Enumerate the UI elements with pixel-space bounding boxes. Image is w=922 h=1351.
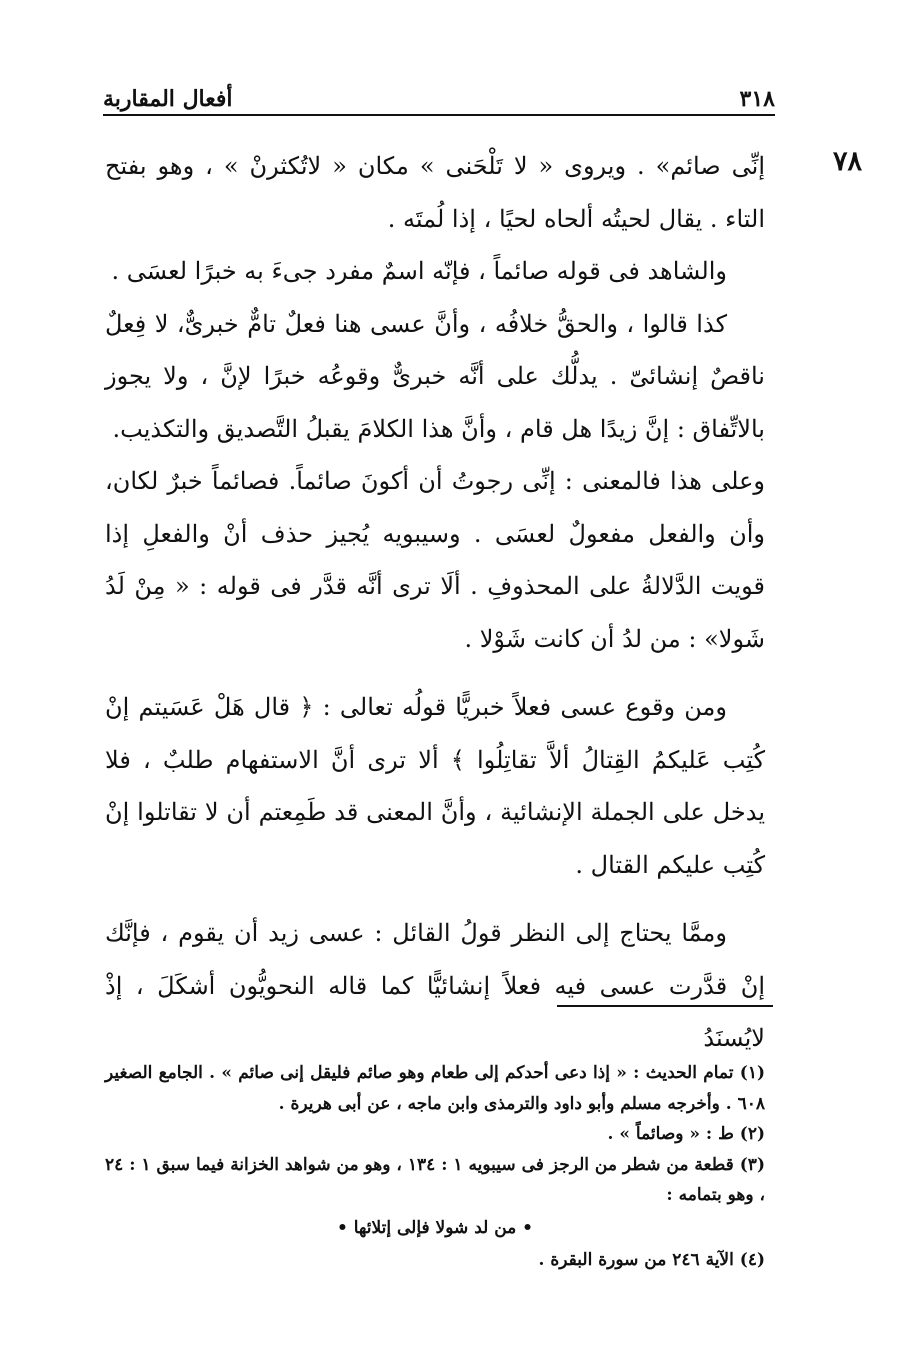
margin-line-number: ٧٨	[832, 146, 862, 177]
paragraph-text: والشاهد فى قوله صائماً ، فإنّه اسمٌ مفرد جىءَ به خبرًا لعسَى .	[111, 257, 727, 285]
chapter-title: أفعال المقاربة	[103, 86, 233, 112]
footnote-verse	[105, 1213, 765, 1244]
footnote-2	[105, 1119, 765, 1150]
footnote-text: ط : « وصائماً » .	[607, 1124, 734, 1144]
footnote-marker: (٤)	[739, 1250, 765, 1270]
footnote-text: تمام الحديث : « إذا دعى أحدكم إلى طعام وهو صائم فليقل إنى صائم » . الجامع الصغير ٦٠٨ . وأخرجه مسلم وأبو داود والترمذى وابن ماجه ، عن أبى هريرة .	[105, 1063, 765, 1114]
running-header	[103, 80, 775, 112]
paragraph-text: ومن وقوع عسى فعلاً خبريًّا قولُه تعالى : ﴿ قال هَلْ عَسَيتم إنْ كُتِب عَليكمُ القِتالُ ألاَّ تقاتِلُوا ﴾ ألا ترى أنَّ الاستفهام طلبٌ ، فلا يدخل على الجملة الإنشائية ، وأنَّ المعنى قد طَمِعتم أن لا تقاتلوا إنْ كُتِب عليكم القتال .	[105, 693, 765, 879]
footnote-marker: (٢)	[739, 1124, 765, 1144]
page-number: ٣١٨	[739, 86, 775, 112]
footnote-text: الآية ٢٤٦ من سورة البقرة .	[538, 1250, 734, 1270]
paragraph-text: وممَّا يحتاج إلى النظر قولُ القائل : عسى زيد أن يقوم ، فإنَّك إنْ قدَّرت عسى فيه فعلاً إنشائيًّا كما قاله النحويُّون أشكَلَ ، إذْ لايُسنَدُ	[105, 919, 765, 1052]
footnote-separator	[557, 1005, 773, 1007]
main-text	[105, 140, 765, 1065]
paragraph-5	[105, 681, 765, 891]
paragraph-6	[105, 907, 765, 1065]
verse-text: • من لد شولا فإلى إتلائها •	[336, 1217, 534, 1238]
paragraph-1	[105, 140, 765, 245]
footnote-4	[105, 1245, 765, 1276]
paragraph-4	[105, 455, 765, 665]
header-rule	[103, 114, 775, 116]
footnote-marker: (١)	[739, 1063, 765, 1083]
paragraph-3	[105, 298, 765, 456]
paragraph-text: وعلى هذا فالمعنى : إنِّى رجوتُ أن أكونَ صائماً. فصائماً خبرٌ لكان، وأن والفعل مفعولٌ لعسَى . وسيبويه يُجيز حذف أنْ والفعلِ إذا قويت الدَّلالةُ على المحذوفِ . ألَا ترى أنَّه قدَّر فى قوله : « مِنْ لَدُ شَولا» : من لدُ أن كانت شَوْلا .	[105, 467, 765, 653]
footnote-3	[105, 1150, 765, 1211]
footnotes	[105, 1058, 765, 1276]
paragraph-2	[105, 245, 765, 298]
footnote-marker: (٣)	[739, 1154, 765, 1175]
footnote-1	[105, 1058, 765, 1119]
paragraph-text: إنِّى صائم» . ويروى « لا تَلْحَنى » مكان « لاتُكثرنْ » ، وهو بفتح التاء . يقال لحيتُه ألحاه لحيًا ، إذا لُمتَه .	[105, 152, 765, 233]
paragraph-text: كذا قالوا ، والحقُّ خلافُه ، وأنَّ عسى هنا فعلٌ تامٌّ خبرىٌّ، لا فِعلٌ ناقصٌ إنشائىّ . يدلُّك على أنَّه خبرىٌّ وقوعُه خبرًا لإنَّ ، ولا يجوز بالاتِّفاق : إنَّ زيدًا هل قام ، وأنَّ هذا الكلامَ يقبلُ التَّصديق والتكذيب.	[105, 309, 765, 443]
footnote-text: قطعة من شطر من الرجز فى سيبويه ١ : ١٣٤ ، وهو من شواهد الخزانة فيما سبق ١ : ٢٤ ، وهو بتمامه :	[105, 1154, 765, 1205]
